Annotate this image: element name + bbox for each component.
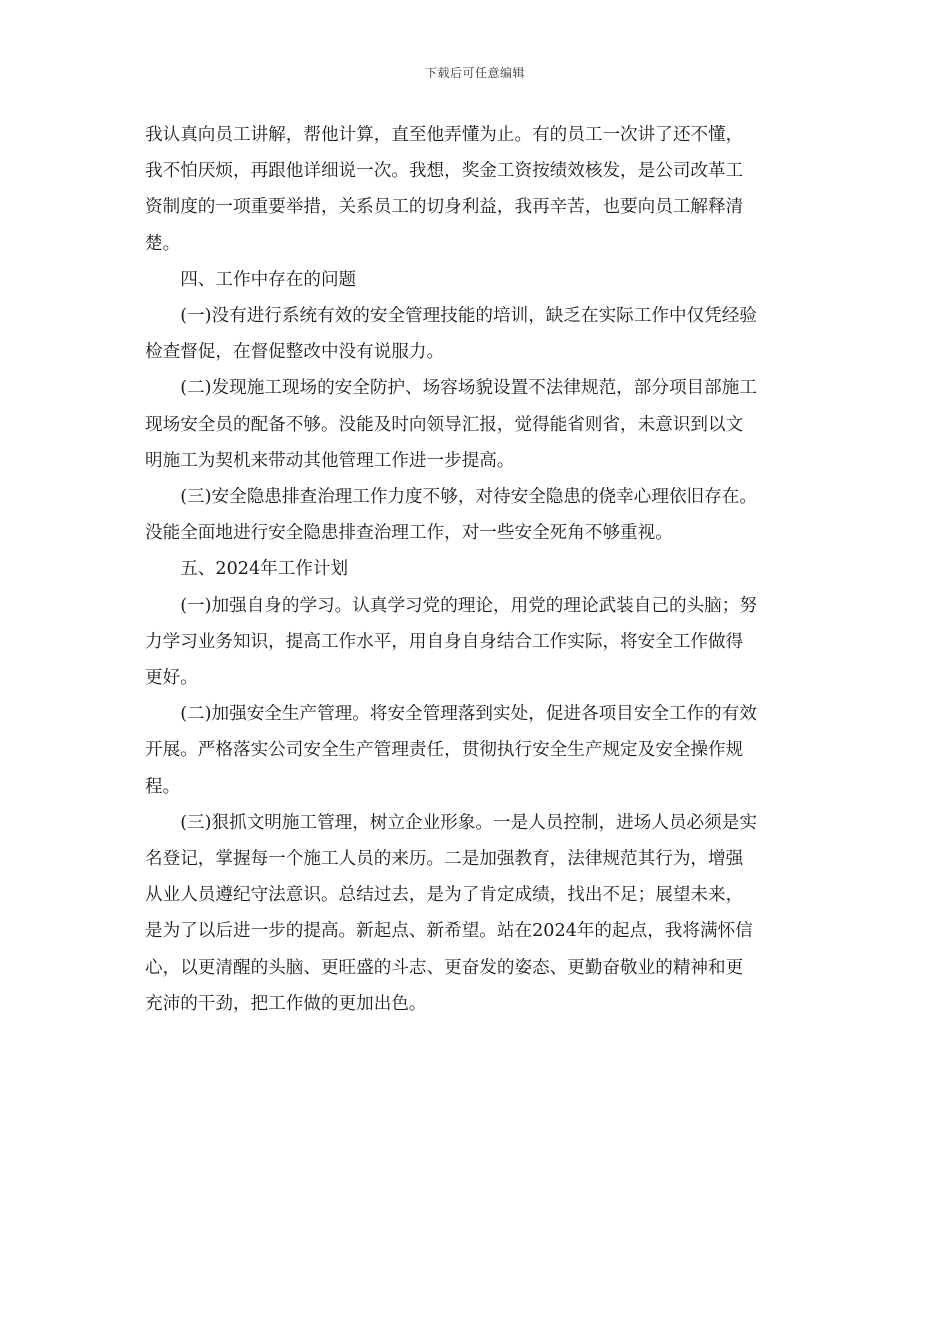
text-line: 开展。严格落实公司安全生产管理责任，贯彻执行安全生产规定及安全操作规 (145, 740, 744, 761)
text-line: 程。 (145, 776, 181, 797)
text-line: 力学习业务知识，提高工作水平，用自身自身结合工作实际，将安全工作做得 (145, 631, 744, 652)
text-line: 明施工为契机来带动其他管理工作进一步提高。 (145, 450, 515, 471)
paragraph (145, 696, 807, 805)
text-line: 我认真向员工讲解，帮他计算，直至他弄懂为止。有的员工一次讲了还不懂， (145, 125, 744, 145)
section-heading (145, 262, 807, 298)
text-line: 从业人员遵纪守法意识。总结过去，是为了肯定成绩，找出不足；展望未来， (145, 885, 744, 906)
text-line: 充沛的干劲，把工作做的更加出色。 (145, 993, 427, 1014)
paragraph (145, 298, 807, 370)
text-line: (二)发现施工现场的安全防护、场容场貌设置不法律规范，部分项目部施工 (180, 378, 757, 399)
text-line: (三)狠抓文明施工管理，树立企业形象。一是人员控制，进场人员必须是实 (180, 812, 757, 833)
text-line: 心，以更清醒的头脑、更旺盛的斗志、更奋发的姿态、更勤奋敬业的精神和更 (145, 957, 744, 978)
text-line: (一)加强自身的学习。认真学习党的理论，用党的理论武装自己的头脑；努 (180, 595, 757, 616)
text-line: 没能全面地进行安全隐患排查治理工作，对一些安全死角不够重视。 (145, 523, 673, 544)
text-line: (三)安全隐患排查治理工作力度不够，对待安全隐患的侥幸心理依旧存在。 (180, 487, 757, 508)
text-line: 现场安全员的配备不够。没能及时向领导汇报，觉得能省则省，未意识到以文 (145, 414, 744, 435)
text-line: 四、工作中存在的问题 (180, 269, 357, 290)
text-line: (二)加强安全生产管理。将安全管理落到实处，促进各项目安全工作的有效 (180, 704, 757, 725)
paragraph (145, 370, 807, 479)
document-body (145, 117, 807, 1022)
paragraph (145, 117, 807, 262)
text-line: 我不怕厌烦，再跟他详细说一次。我想，奖金工资按绩效核发，是公司改革工 (145, 161, 744, 182)
text-line: 检查督促，在督促整改中没有说服力。 (145, 342, 445, 363)
text-line: 五、2024年工作计划 (180, 559, 349, 580)
page-header-note: 下载后可任意编辑 (424, 66, 525, 80)
paragraph (145, 588, 807, 697)
paragraph (145, 479, 807, 551)
section-heading (145, 551, 807, 587)
paragraph (145, 805, 807, 1022)
text-line: 是为了以后进一步的提高。新起点、新希望。站在2024年的起点，我将满怀信 (145, 921, 753, 942)
text-line: 楚。 (145, 233, 181, 254)
text-line: 资制度的一项重要举措，关系员工的切身利益，我再辛苦，也要向员工解释清 (145, 197, 744, 218)
text-line: 更好。 (145, 668, 198, 689)
text-line: 名登记，掌握每一个施工人员的来历。二是加强教育，法律规范其行为，增强 (145, 849, 744, 870)
text-line: (一)没有进行系统有效的安全管理技能的培训，缺乏在实际工作中仅凭经验 (180, 306, 757, 327)
